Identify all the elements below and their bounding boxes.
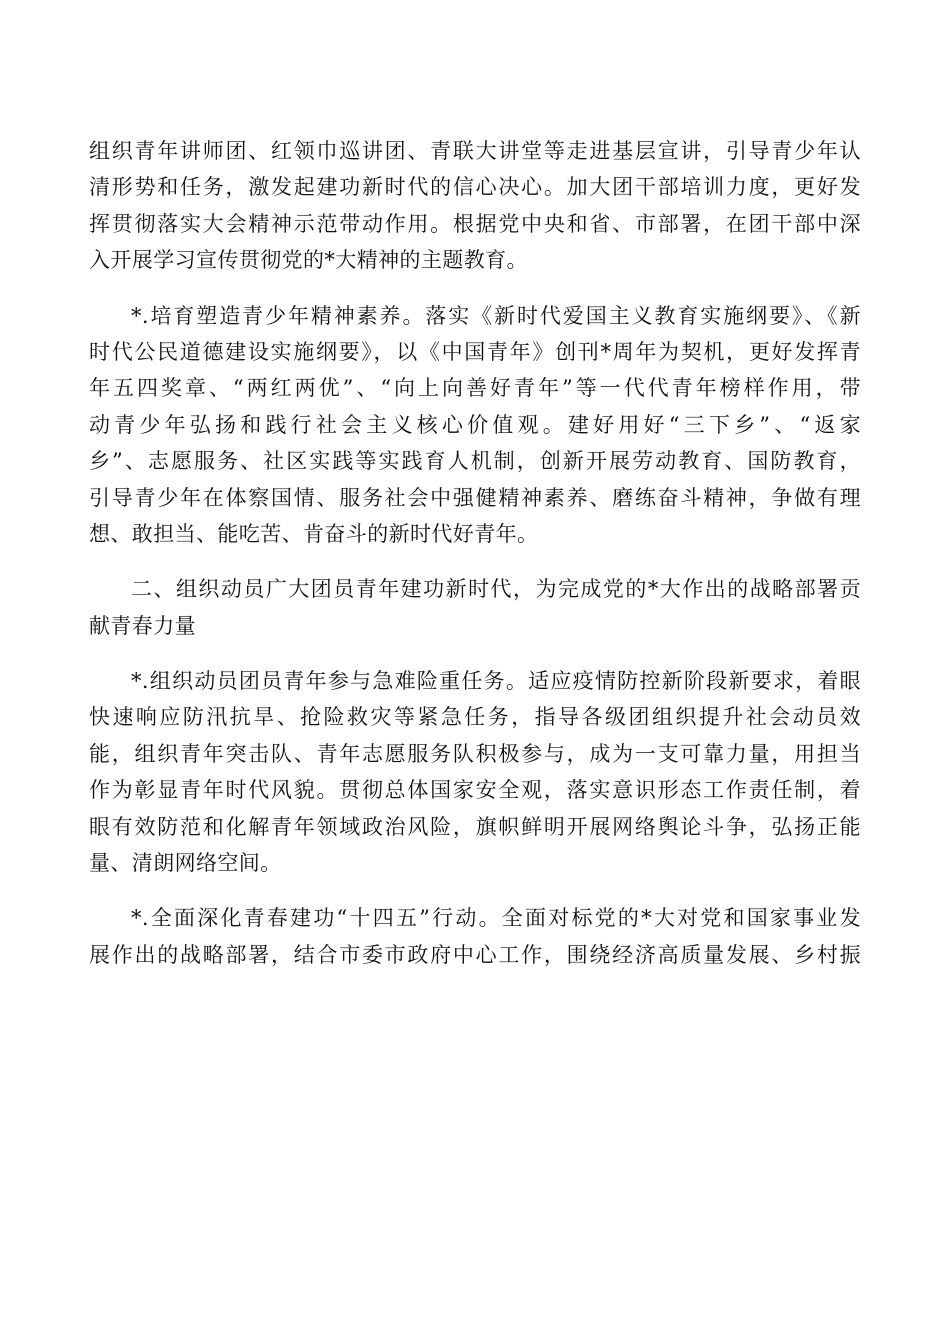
text-line: 乡”、志愿服务、社区实践等实践育人机制，创新开展劳动教育、国防教育， (89, 449, 861, 474)
text-line: 组织青年讲师团、红领巾巡讲团、青联大讲堂等走进基层宣讲，引导青少年认 (89, 139, 861, 163)
text-line: 作为彰显青年时代风貌。贯彻总体国家安全观，落实意识形态工作责任制，着 (89, 778, 861, 803)
text-line: *.组织动员团员青年参与急难险重任务。适应疫情防控新阶段新要求，着眼 (131, 669, 861, 694)
text-line: 快速响应防汛抗旱、抢险救灾等紧急任务，指导各级团组织提升社会动员效 (89, 705, 861, 730)
text-line: 眼有效防范和化解青年领域政治风险，旗帜鲜明开展网络舆论斗争，弘扬正能 (89, 814, 861, 839)
text-line: *.培育塑造青少年精神素养。落实《新时代爱国主义教育实施纲要》、《新 (131, 303, 861, 328)
paragraph-4 (89, 663, 861, 881)
text-line: 挥贯彻落实大会精神示范带动作用。根据党中央和省、市部署，在团干部中深 (89, 211, 861, 236)
text-line: 引导青少年在体察国情、服务社会中强健精神素养、磨练奋斗精神，争做有理 (89, 485, 861, 510)
text-line: *.全面深化青春建功“十四五”行动。全面对标党的*大对党和国家事业发 (131, 906, 861, 931)
paragraph-2 (89, 298, 861, 553)
text-line: 时代公民道德建设实施纲要》，以《中国青年》创刊*周年为契机，更好发挥青 (89, 339, 861, 364)
text-line: 能，组织青年突击队、青年志愿服务队积极参与，成为一支可靠力量，用担当 (89, 741, 861, 766)
text-line: 年五四奖章、“两红两优”、“向上向善好青年”等一代代青年榜样作用，带 (89, 376, 861, 401)
paragraph-5 (89, 900, 861, 973)
text-line: 入开展学习宣传贯彻党的*大精神的主题教育。 (89, 248, 528, 273)
paragraph-1 (89, 133, 861, 279)
text-line: 清形势和任务，激发起建功新时代的信心决心。加大团干部培训力度，更好发 (89, 175, 861, 200)
text-line: 二、组织动员广大团员青年建功新时代，为完成党的*大作出的战略部署贡 (131, 577, 861, 602)
text-line: 量、清朗网络空间。 (89, 851, 282, 876)
section-heading (89, 571, 861, 644)
text-line: 想、敢担当、能吃苦、肯奋斗的新时代好青年。 (89, 521, 539, 546)
text-line: 展作出的战略部署，结合市委市政府中心工作，围绕经济高质量发展、乡村振 (89, 942, 861, 967)
text-line: 动青少年弘扬和践行社会主义核心价值观。建好用好“三下乡”、“返家 (89, 412, 861, 437)
text-line: 献青春力量 (89, 613, 196, 638)
document-body (89, 133, 861, 973)
